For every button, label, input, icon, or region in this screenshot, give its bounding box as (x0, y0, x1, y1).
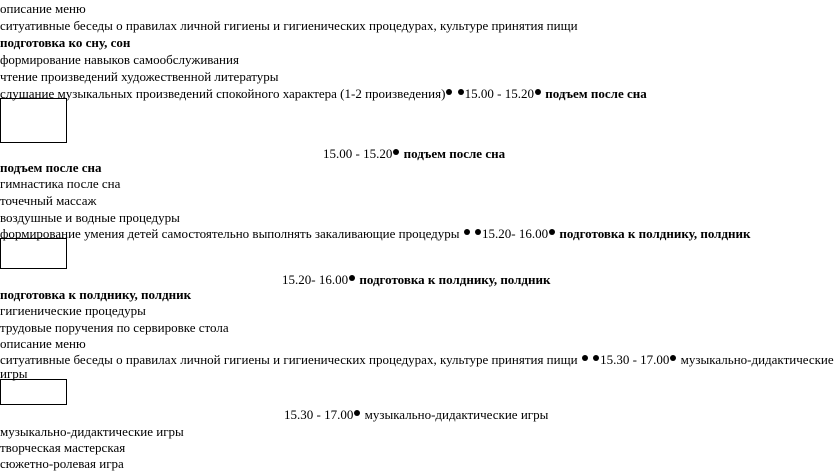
text-line: музыкально-дидактические игры (0, 424, 184, 439)
bullet-icon (458, 89, 464, 95)
text-line: точечный массаж (0, 193, 97, 208)
bullet-icon (535, 89, 541, 95)
time-span: 15.20- 16.00 (482, 226, 549, 241)
section-heading: подготовка к полднику, полдник (0, 287, 192, 302)
text-line: чтение произведений художественной литературы (0, 69, 279, 84)
text-span: ситуативные беседы о правилах личной гигиены и гигиенических процедурах, культуре принятия пищи (0, 352, 578, 367)
bullet-icon (549, 229, 555, 235)
time-span: 15.20- 16.00 (282, 272, 349, 287)
time-span: 15.30 - 17.00 (284, 407, 354, 422)
section-heading: подъем после сна (0, 160, 102, 175)
activity-span: музыкально-дидактические (680, 352, 834, 367)
text-line: описание меню (0, 1, 86, 16)
text-line (0, 86, 647, 101)
time-span: 15.00 - 15.20 (464, 86, 535, 101)
activity-span: подъем после сна (403, 146, 506, 161)
text-line: сюжетно-ролевая игра (0, 456, 124, 471)
activity-span: музыкально-дидактические игры (364, 407, 549, 422)
bullet-icon (670, 355, 676, 361)
text-line: воздушные и водные процедуры (0, 210, 180, 225)
activity-span: подготовка к полднику, полдник (359, 272, 551, 287)
bullet-icon (349, 275, 355, 281)
bullet-icon (593, 355, 599, 361)
text-line: формирование навыков самообслуживания (0, 52, 239, 67)
empty-image-frame (0, 379, 67, 405)
section-heading: подготовка ко сну, сон (0, 35, 131, 50)
text-line: игры (0, 366, 28, 381)
time-heading (282, 272, 550, 287)
text-line (0, 352, 834, 367)
text-line (0, 226, 751, 241)
text-line: трудовые поручения по сервировке стола (0, 320, 229, 335)
bullet-icon (464, 229, 470, 235)
text-line: ситуативные беседы о правилах личной гигиены и гигиенических процедурах, культуре принятия пищи (0, 18, 578, 33)
time-heading (284, 407, 548, 422)
time-heading (323, 146, 505, 161)
time-span: 15.00 - 15.20 (323, 146, 393, 161)
activity-span: подъем после сна (545, 86, 647, 101)
bullet-icon (446, 89, 452, 95)
text-line: описание меню (0, 336, 86, 351)
activity-span: подготовка к полднику, полдник (559, 226, 751, 241)
bullet-icon (582, 355, 588, 361)
bullet-icon (475, 229, 481, 235)
text-line: творческая мастерская (0, 440, 126, 455)
text-span: формирование умения детей самостоятельно выполнять закаливающие процедуры (0, 226, 460, 241)
text-span: слушание музыкальных произведений спокойного характера (1-2 произведения) (0, 86, 446, 101)
bullet-icon (393, 149, 399, 155)
text-line: гимнастика после сна (0, 176, 121, 191)
time-span: 15.30 - 17.00 (600, 352, 670, 367)
empty-image-frame (0, 98, 67, 143)
empty-image-frame (0, 238, 67, 269)
bullet-icon (354, 410, 360, 416)
text-line: гигиенические процедуры (0, 303, 146, 318)
